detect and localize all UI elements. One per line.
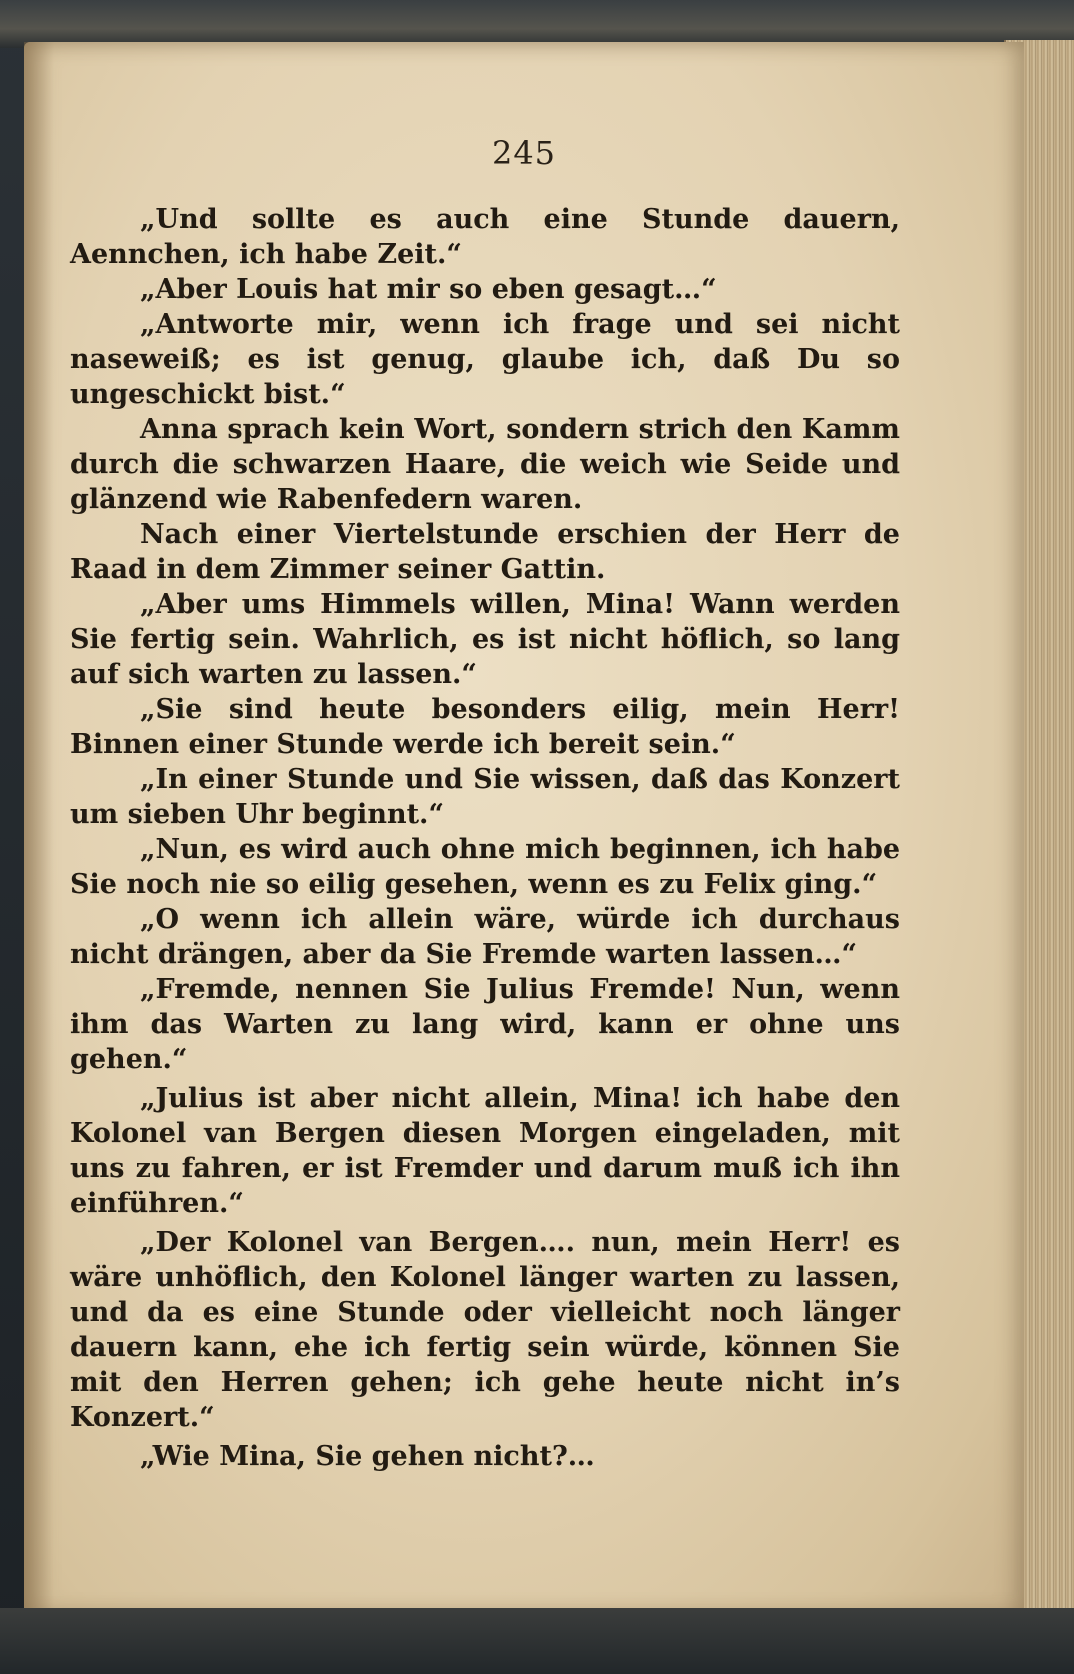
paragraph: „Fremde, nennen Sie Julius Fremde! Nun, wenn ihm das Warten zu lang wird, kann er ohne uns gehen.“ [70, 974, 900, 1075]
paragraph: „Sie sind heute besonders eilig, mein Herr! Binnen einer Stunde werde ich bereit sein.“ [70, 694, 900, 760]
paragraph: Nach einer Viertelstunde erschien der Herr de Raad in dem Zimmer seiner Gattin. [70, 519, 900, 585]
paragraph: „Der Kolonel van Bergen…. nun, mein Herr! es wäre unhöflich, den Kolonel länger warten zu lassen, und da es eine Stunde oder vielleicht noch länger dauern kann, ehe ich fertig sein würde, können Sie mit den Herren gehen; ich gehe heute nicht in’s Konzert.“ [70, 1227, 900, 1433]
binding-gutter [24, 42, 54, 1616]
page-number: 245 [491, 134, 557, 172]
book-cover-top [0, 0, 1074, 48]
paragraph: „Aber ums Himmels willen, Mina! Wann werden Sie fertig sein. Wahrlich, es ist nicht höflich, so lang auf sich warten zu lassen.“ [70, 589, 900, 690]
paper-page [24, 42, 1024, 1616]
paragraph: „Antworte mir, wenn ich frage und sei nicht naseweiß; es ist genug, glaube ich, daß Du so ungeschickt bist.“ [70, 309, 900, 410]
paragraph: „Julius ist aber nicht allein, Mina! ich habe den Kolonel van Bergen diesen Morgen eingeladen, mit uns zu fahren, er ist Fremder und darum muß ich ihn einführen.“ [70, 1083, 900, 1219]
paragraph: „Aber Louis hat mir so eben gesagt…“ [140, 274, 717, 305]
paragraph: „In einer Stunde und Sie wissen, daß das Konzert um sieben Uhr beginnt.“ [70, 764, 900, 830]
paragraph: Anna sprach kein Wort, sondern strich den Kamm durch die schwarzen Haare, die weich wie Seide und glänzend wie Rabenfedern waren. [70, 414, 900, 515]
paragraph: „Wie Mina, Sie gehen nicht?… [140, 1441, 595, 1472]
paragraph: „O wenn ich allein wäre, würde ich durchaus nicht drängen, aber da Sie Fremde warten lassen…“ [70, 904, 900, 970]
body-text [70, 202, 900, 1474]
book-cover-bottom [0, 1608, 1074, 1674]
paragraph: „Nun, es wird auch ohne mich beginnen, ich habe Sie noch nie so eilig gesehen, wenn es zu Felix ging.“ [70, 834, 900, 900]
paragraph: „Und sollte es auch eine Stunde dauern, Aennchen, ich habe Zeit.“ [70, 204, 900, 270]
